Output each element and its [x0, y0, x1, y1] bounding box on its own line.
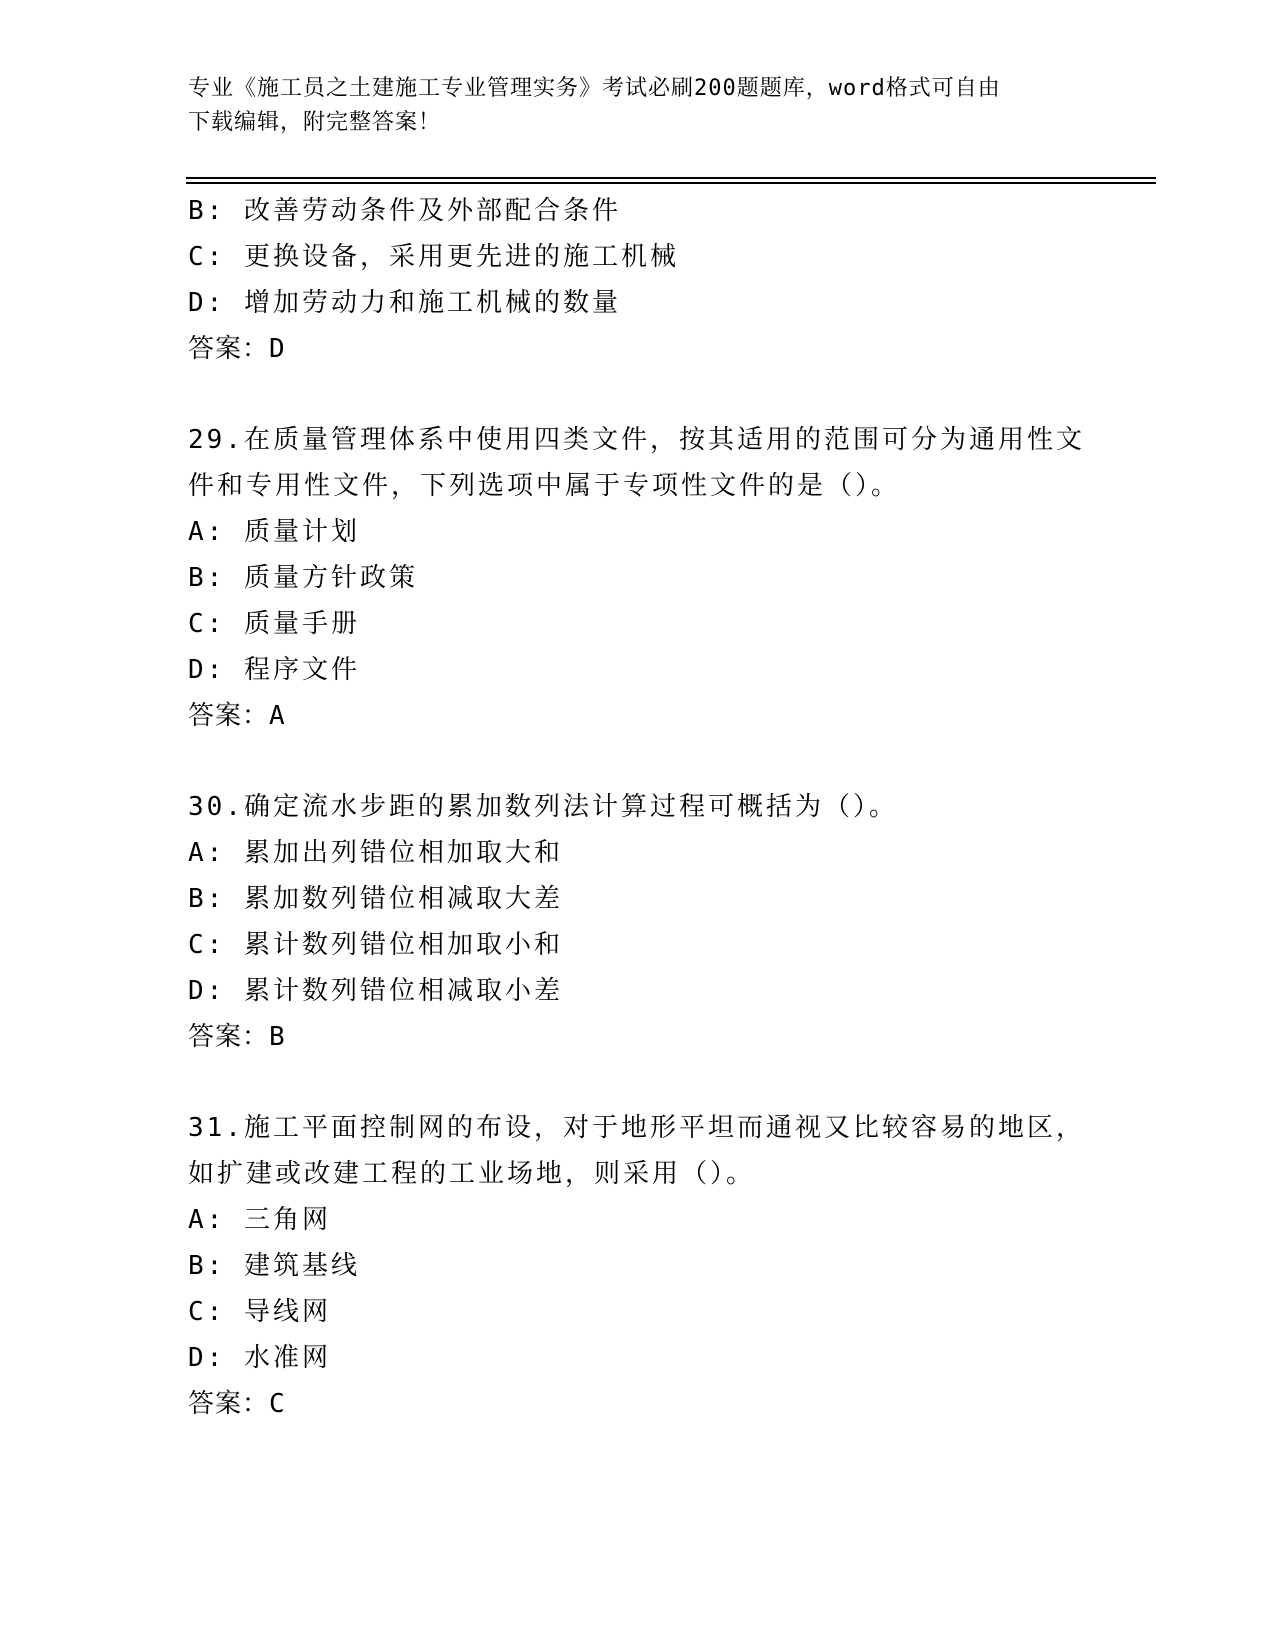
option-c: C: 累计数列错位相加取小和	[188, 930, 563, 960]
option-d: D: 累计数列错位相减取小差	[188, 976, 563, 1006]
option-d: D: 程序文件	[188, 655, 360, 685]
question-list	[188, 188, 1088, 1427]
option-c: C: 更换设备，采用更先进的施工机械	[188, 242, 679, 272]
header-line-2: 下载编辑，附完整答案！	[188, 110, 442, 135]
header-rule-top	[186, 177, 1156, 179]
answer-line: 答案：D	[188, 334, 286, 364]
option-c: C: 质量手册	[188, 609, 360, 639]
question-28-tail	[188, 188, 1088, 372]
question-stem: 件和专用性文件，下列选项中属于专项性文件的是（）。	[188, 471, 901, 501]
question-stem: 30.确定流水步距的累加数列法计算过程可概括为（）。	[188, 792, 898, 822]
option-b: B: 建筑基线	[188, 1251, 360, 1281]
option-a: A: 三角网	[188, 1205, 331, 1235]
question-stem: 如扩建或改建工程的工业场地，则采用（）。	[188, 1159, 756, 1189]
option-d: D: 水准网	[188, 1343, 331, 1373]
question-stem: 29.在质量管理体系中使用四类文件，按其适用的范围可分为通用性文	[188, 425, 1085, 455]
question-30	[188, 784, 1088, 1060]
header-line-1: 专业《施工员之土建施工专业管理实务》考试必刷200题题库，word格式可自由	[188, 76, 1001, 101]
option-b: B: 累加数列错位相减取大差	[188, 884, 563, 914]
option-a: A: 质量计划	[188, 517, 360, 547]
option-b: B: 改善劳动条件及外部配合条件	[188, 196, 621, 226]
answer-line: 答案：C	[188, 1389, 286, 1419]
question-31	[188, 1105, 1088, 1427]
question-29	[188, 417, 1088, 739]
answer-line: 答案：A	[188, 701, 286, 731]
question-stem: 31.施工平面控制网的布设，对于地形平坦而通视又比较容易的地区，	[188, 1113, 1085, 1143]
option-b: B: 质量方针政策	[188, 563, 418, 593]
option-c: C: 导线网	[188, 1297, 331, 1327]
header-rule-bottom	[186, 182, 1156, 184]
answer-line: 答案：B	[188, 1022, 286, 1052]
document-header	[188, 72, 1068, 140]
option-a: A: 累加出列错位相加取大和	[188, 838, 563, 868]
option-d: D: 增加劳动力和施工机械的数量	[188, 288, 621, 318]
